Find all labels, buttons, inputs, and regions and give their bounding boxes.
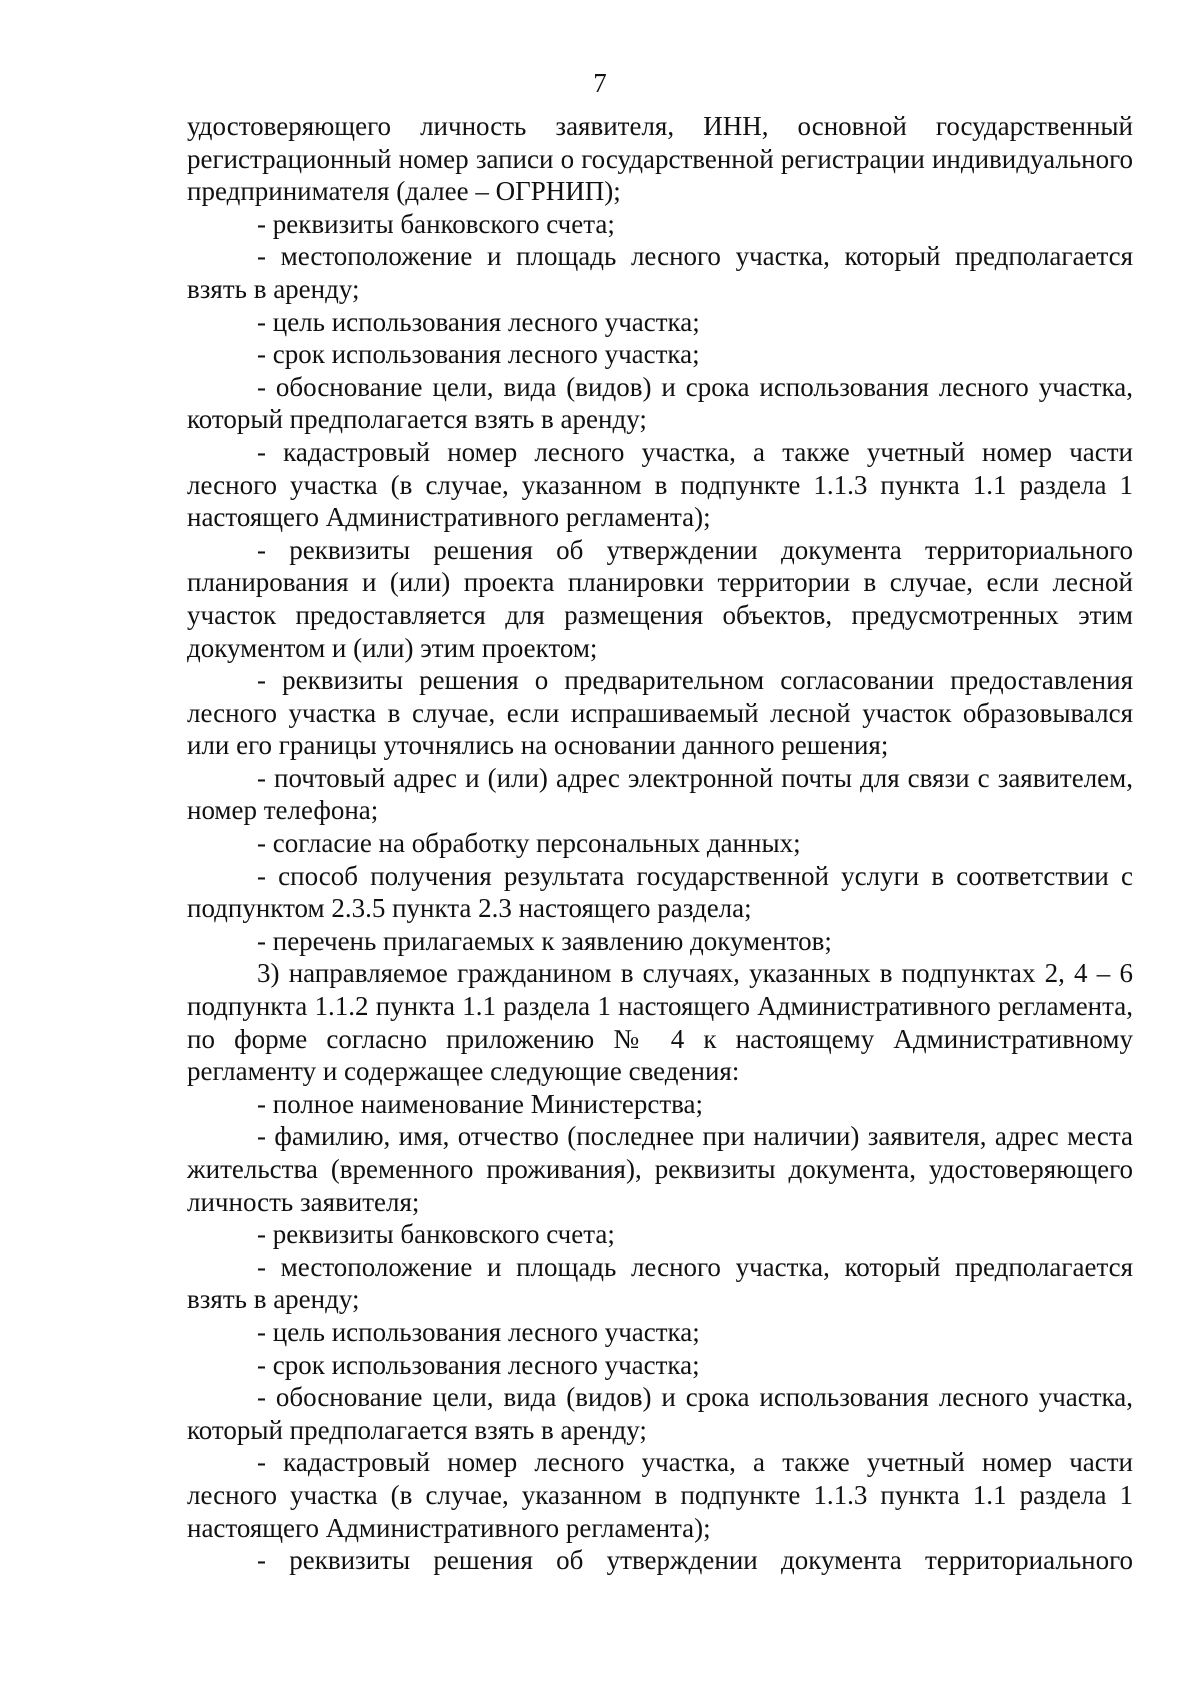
- paragraph: - почтовый адрес и (или) адрес электронной почты для связи с заявителем, номер телефона;: [187, 762, 1133, 826]
- paragraph: - цель использования лесного участка;: [257, 1316, 700, 1347]
- paragraph: - способ получения результата государственной услуги в соответствии с подпунктом 2.3.5 пункта 2.3 настоящего раздела;: [187, 860, 1133, 924]
- paragraph: - обоснование цели, вида (видов) и срока использования лесного участка, который предполагается взять в аренду;: [187, 1382, 1133, 1445]
- document-body: [187, 110, 1133, 1577]
- paragraph: - местоположение и площадь лесного участка, который предполагается взять в аренду;: [187, 241, 1133, 304]
- paragraph: - реквизиты решения об утверждении документа территориального планирования и (или) проекта планировки территории в случае, если лесной участок предоставляется для размещения объектов, предусмотренных этим документом и (или) этим проектом;: [187, 534, 1133, 663]
- paragraph: - местоположение и площадь лесного участка, который предполагается взять в аренду;: [187, 1251, 1133, 1315]
- paragraph: - обоснование цели, вида (видов) и срока использования лесного участка, который предполагается взять в аренду;: [187, 371, 1133, 435]
- paragraph: - реквизиты решения о предварительном согласовании предоставления лесного участка в случае, если испрашиваемый лесной участок образовывался или его границы уточнялись на основании данного решения;: [187, 665, 1133, 761]
- paragraph: удостоверяющего личность заявителя, ИНН, основной государственный регистрационный номер записи о государственной регистрации индивидуального предпринимателя (далее – ОГРНИП);: [187, 111, 1133, 207]
- paragraph: - реквизиты банковского счета;: [257, 1219, 615, 1250]
- paragraph: - срок использования лесного участка;: [257, 1349, 700, 1380]
- paragraph: - полное наименование Министерства;: [257, 1088, 704, 1119]
- paragraph: - реквизиты банковского счета;: [257, 208, 615, 239]
- page-number: 7: [593, 68, 607, 98]
- paragraph: - срок использования лесного участка;: [257, 339, 700, 370]
- paragraph: - согласие на обработку персональных данных;: [257, 828, 801, 859]
- paragraph: - кадастровый номер лесного участка, а также учетный номер части лесного участка (в случае, указанном в подпункте 1.1.3 пункта 1.1 раздела 1 настоящего Административного регламента);: [187, 436, 1133, 533]
- paragraph: - кадастровый номер лесного участка, а также учетный номер части лесного участка (в случае, указанном в подпункте 1.1.3 пункта 1.1 раздела 1 настоящего Административного регламента);: [187, 1447, 1133, 1543]
- paragraph: - реквизиты решения об утверждении документа территориального: [257, 1545, 1133, 1576]
- paragraph: 3) направляемое гражданином в случаях, указанных в подпунктах 2, 4 – 6 подпункта 1.1.2 пункта 1.1 раздела 1 настоящего Административного регламента, по форме согласно приложению № 4 к настоящему Административному регламенту и содержащее следующие сведения:: [187, 958, 1133, 1087]
- paragraph: - перечень прилагаемых к заявлению документов;: [257, 925, 832, 956]
- paragraph: - цель использования лесного участка;: [257, 306, 700, 337]
- paragraph: - фамилию, имя, отчество (последнее при наличии) заявителя, адрес места жительства (временного проживания), реквизиты документа, удостоверяющего личность заявителя;: [187, 1121, 1133, 1217]
